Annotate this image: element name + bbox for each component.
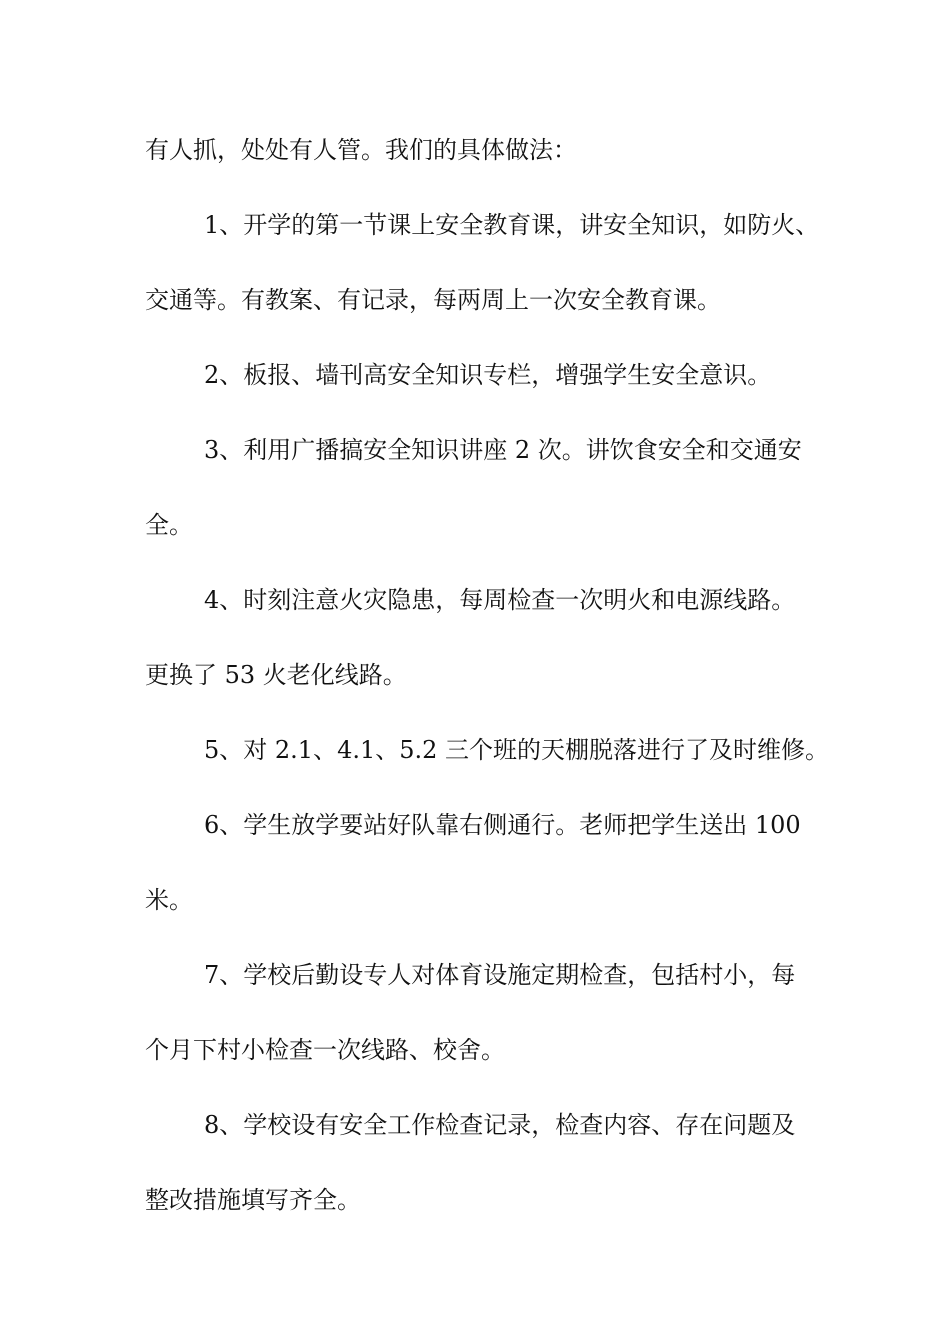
list-item-1-line-1: 1、开学的第一节课上安全教育课，讲安全知识，如防火、	[204, 211, 820, 239]
list-item-6-line-1: 6、学生放学要站好队靠右侧通行。老师把学生送出 100	[204, 811, 801, 839]
list-item-8-line-1: 8、学校设有安全工作检查记录，检查内容、存在问题及	[204, 1111, 796, 1139]
list-item-3-line-1: 3、利用广播搞安全知识讲座 2 次。讲饮食安全和交通安	[204, 436, 802, 464]
list-item-3-line-2: 全。	[145, 511, 193, 539]
list-item-4-line-2: 更换了 53 火老化线路。	[145, 661, 407, 689]
list-item-7-line-2: 个月下村小检查一次线路、校舍。	[145, 1036, 505, 1064]
text-line-intro: 有人抓，处处有人管。我们的具体做法：	[145, 136, 577, 164]
list-item-5: 5、对 2.1、4.1、5.2 三个班的天棚脱落进行了及时维修。	[204, 736, 830, 764]
list-item-6-line-2: 米。	[145, 886, 193, 914]
list-item-8-line-2: 整改措施填写齐全。	[145, 1186, 361, 1214]
list-item-4-line-1: 4、时刻注意火灾隐患，每周检查一次明火和电源线路。	[204, 586, 796, 614]
list-item-7-line-1: 7、学校后勤设专人对体育设施定期检查，包括村小，每	[204, 961, 796, 989]
list-item-2: 2、板报、墙刊高安全知识专栏，增强学生安全意识。	[204, 361, 772, 389]
list-item-1-line-2: 交通等。有教案、有记录，每两周上一次安全教育课。	[145, 286, 721, 314]
